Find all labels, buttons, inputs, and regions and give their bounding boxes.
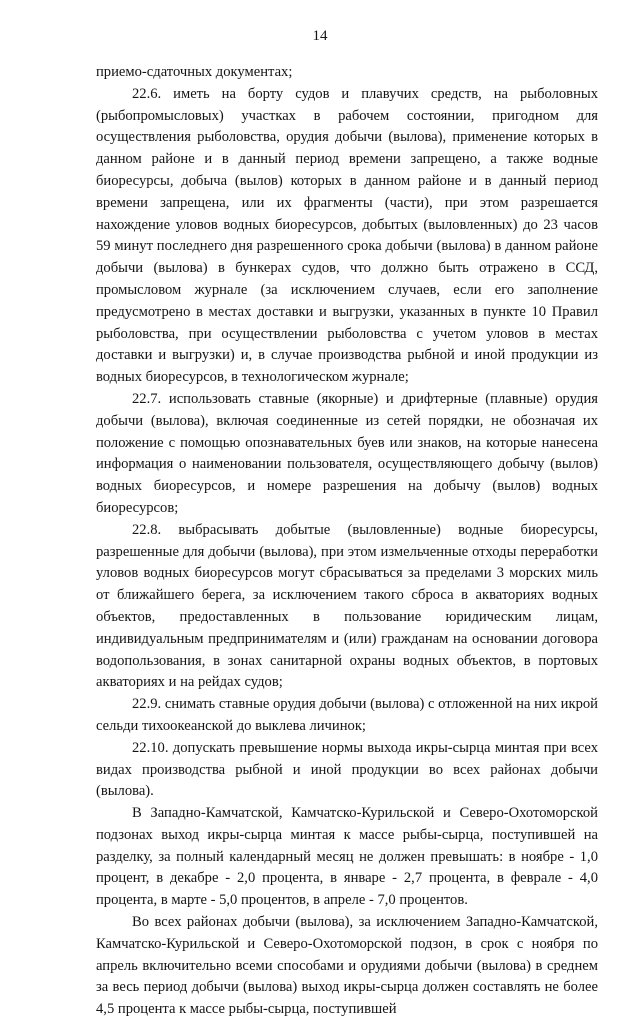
paragraph-22-7: 22.7. использовать ставные (якорные) и дрифтерные (плавные) орудия добычи (вылова), включая соединенные из сетей порядки, не обозначая их положение с помощью опознавательных буев или знаков, на которые нанесена информация о наименовании пользователя, осуществляющего добычу (вылов) водных биоресурсов, и номере разрешения на добычу (вылов) водных биоресурсов; <box>96 390 598 516</box>
document-body <box>96 62 598 1021</box>
paragraph-22-6: 22.6. иметь на борту судов и плавучих средств, на рыболовных (рыбопромысловых) участках в рабочем состоянии, пригодном для осуществления рыболовства, орудия добычи (вылова), применение которых в данном районе и в данный период времени запрещено, а также водные биоресурсы, добыча (вылов) которых в данном районе и в данный период времени запрещена, или их фрагменты (части), при этом разрешается нахождение уловов водных биоресурсов, добытых (выловленных) до 23 часов 59 минут последнего дня разрешенного срока добычи (вылова) в данном районе добычи (вылова) в бункерах судов, что должно быть отражено в ССД, промысловом журнале (за исключением случаев, если его заполнение предусмотрено в местах доставки и выгрузки, указанных в пункте 10 Правил рыболовства, при осуществлении рыболовства с учетом уловов в местах доставки и выгрузки) и, в случае производства рыбной и иной продукции из водных биоресурсов, в технологическом журнале; <box>96 85 598 386</box>
paragraph-22-8: 22.8. выбрасывать добытые (выловленные) водные биоресурсы, разрешенные для добычи (вылова), при этом измельченные отходы переработки уловов водных биоресурсов могут сбрасываться за пределами 3 морских миль от ближайшего берега, за исключением такого сброса в акваториях водных объектов, предоставленных в пользование юридическим лицам, индивидуальным предпринимателям и (или) гражданам на основании договора водопользования, в зонах санитарной охраны водных объектов, в портовых акваториях и на рейдах судов; <box>96 521 598 691</box>
paragraph-kamchatka-roe-limits: В Западно-Камчатской, Камчатско-Курильской и Северо-Охотоморской подзонах выход икры-сырца минтая к массе рыбы-сырца, поступившей на разделку, за полный календарный месяц не должен превышать: в ноябре - 1,0 процент, в декабре - 2,0 процента, в январе - 2,7 процента, в феврале - 4,0 процента, в марте - 5,0 процентов, в апреле - 7,0 процентов. <box>96 805 598 909</box>
paragraph-other-areas-roe-limit: Во всех районах добычи (вылова), за исключением Западно-Камчатской, Камчатско-Курильской и Северо-Охотоморской подзон, в срок с ноября по апрель включительно всеми способами и орудиями добычи (вылова) в среднем за весь период добычи (вылова) выход икры-сырца должен составлять не более 4,5 процента к массе рыбы-сырца, поступившей <box>96 914 598 1018</box>
paragraph-continuation: приемо-сдаточных документах; <box>96 64 293 80</box>
page-number: 14 <box>312 28 328 44</box>
paragraph-22-10: 22.10. допускать превышение нормы выхода икры-сырца минтая при всех видах производства рыбной и иной продукции во всех районах добычи (вылова). <box>96 739 598 800</box>
paragraph-22-9: 22.9. снимать ставные орудия добычи (вылова) с отложенной на них икрой сельди тихоокеанской до выклева личинок; <box>96 696 598 734</box>
